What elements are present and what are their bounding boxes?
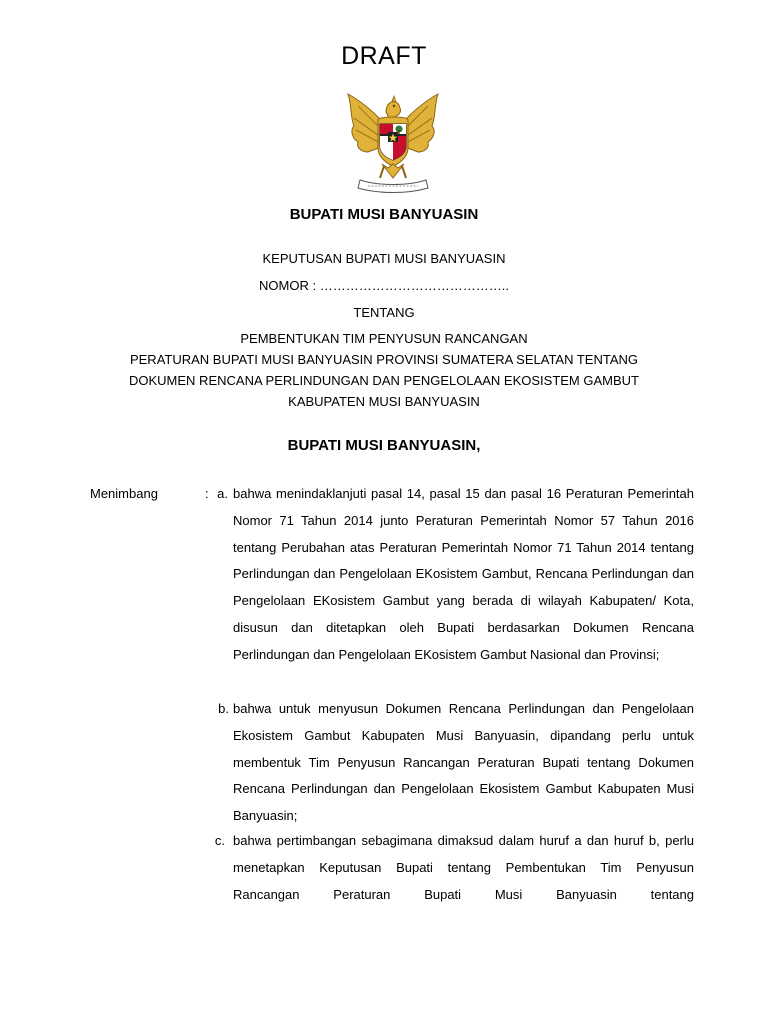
decree-subject-line: KABUPATEN MUSI BANYUASIN [288,394,480,409]
decree-subject-line: DOKUMEN RENCANA PERLINDUNGAN DAN PENGELOLAAN EKOSISTEM GAMBUT [129,373,639,388]
decree-subject-line: PEMBENTUKAN TIM PENYUSUN RANCANGAN [240,331,528,346]
considering-colon: : [205,486,209,501]
garuda-emblem-icon [338,86,448,196]
item-text: bahwa menindaklanjuti pasal 14, pasal 15 dan pasal 16 Peraturan Pemerintah Nomor 71 Tahun 2014 junto Peraturan Pemerintah Nomor 57 Tahun 2016 tentang Perubahan atas Peraturan Pemerintah Nomor 71 Tahun 2014 tentang Perlindungan dan Pengelolaan EKosistem Gambut, Rencana Perlindungan dan Pengelolaan EKosistem Gambut yang berada di wilayah Kabupaten/ Kota, disusun dan ditetapkan oleh Bupati berdasarkan Dokumen Rencana Perlindungan dan Pengelolaan EKosistem Gambut Nasional dan Provinsi; [233,486,694,662]
item-marker: b. [218,701,229,716]
regent-title: BUPATI MUSI BANYUASIN [289,206,479,223]
considering-label: Menimbang [90,486,158,501]
decree-subject-line: PERATURAN BUPATI MUSI BANYUASIN PROVINSI SUMATERA SELATAN TENTANG [129,352,639,367]
item-text: bahwa untuk menyusun Dokumen Rencana Perlindungan dan Pengelolaan Ekosistem Gambut Kabupaten Musi Banyuasin, dipandang perlu untuk membentuk Tim Penyusun Rancangan Peraturan Bupati tentang Dokumen Rencana Perlindungan dan Pengelolaan Ekosistem Gambut Kabupaten Musi Banyuasin; [233,701,694,824]
draft-label: DRAFT [341,42,427,70]
item-marker: a. [217,486,228,501]
decree-about: TENTANG [353,305,415,320]
issuer-heading: BUPATI MUSI BANYUASIN, [287,437,481,454]
decree-type: KEPUTUSAN BUPATI MUSI BANYUASIN [262,251,506,266]
item-text: bahwa pertimbangan sebagimana dimaksud dalam huruf a dan huruf b, perlu menetapkan Keputusan Bupati tentang Pembentukan Tim Penyusun Rancangan Peraturan Bupati Musi Banyuasin tentang [233,833,694,902]
decree-number: NOMOR : …………………………………….. [259,278,509,293]
item-marker: c. [214,833,225,848]
